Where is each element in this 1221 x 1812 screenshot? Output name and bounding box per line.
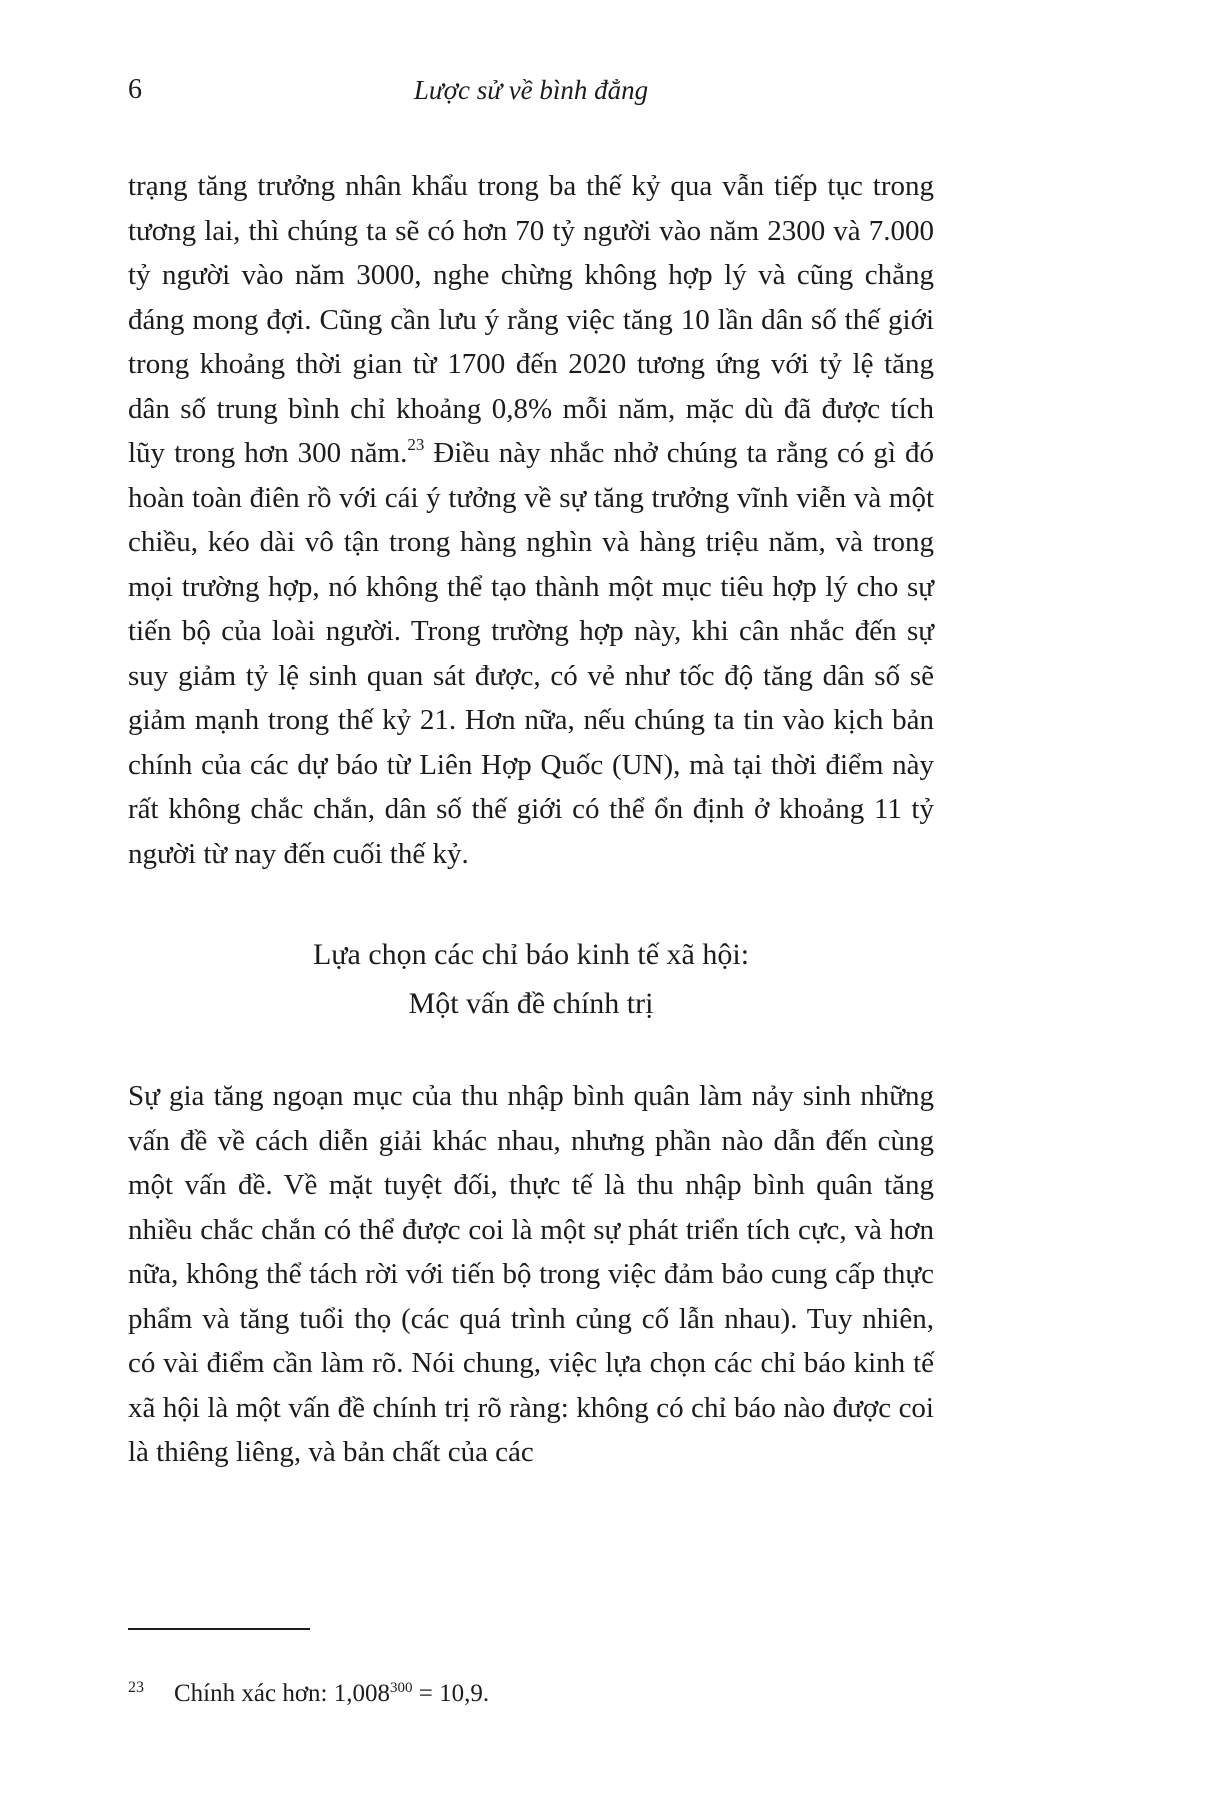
- paragraph-indicators: Sự gia tăng ngoạn mục của thu nhập bình quân làm nảy sinh những vấn đề về cách diễn giải khác nhau, nhưng phần nào dẫn đến cùng một vấn đề. Về mặt tuyệt đối, thực tế là thu nhập bình quân tăng nhiều chắc chắn có thể được coi là một sự phát triển tích cực, và hơn nữa, không thể tách rời với tiến bộ trong việc đảm bảo cung cấp thực phẩm và tăng tuổi thọ (các quá trình củng cố lẫn nhau). Tuy nhiên, có vài điểm cần làm rõ. Nói chung, việc lựa chọn các chỉ báo kinh tế xã hội là một vấn đề chính trị rõ ràng: không có chỉ báo nào được coi là thiêng liêng, và bản chất của các: [128, 1080, 934, 1468]
- running-title: Lược sử về bình đẳng: [413, 75, 649, 105]
- footnote-reference-23: 23: [407, 435, 425, 454]
- footnote-body: Chính xác hơn: 1,008: [174, 1680, 390, 1707]
- text-column: [128, 72, 934, 1475]
- paragraph-text: trạng tăng trưởng nhân khẩu trong ba thế kỷ qua vẫn tiếp tục trong tương lai, thì chúng ta sẽ có hơn 70 tỷ người vào năm 2300 và 7.000 tỷ người vào năm 3000, nghe chừng không hợp lý và cũng chẳng đáng mong đợi. Cũng cần lưu ý rằng việc tăng 10 lần dân số thế giới trong khoảng thời gian từ 1700 đến 2020 tương ứng với tỷ lệ tăng dân số trung bình chỉ khoảng 0,8% mỗi năm, mặc dù đã được tích lũy trong hơn 300 năm.: [128, 170, 934, 469]
- footnote-text: [128, 1672, 934, 1710]
- page-number: 6: [128, 74, 142, 105]
- footnote-exponent: 300: [389, 1680, 413, 1696]
- footnote-block: [128, 1628, 934, 1710]
- footnote-body: = 10,9.: [412, 1680, 490, 1707]
- section-heading: [128, 930, 934, 1028]
- paragraph-population-growth: [128, 164, 934, 876]
- footnote-separator-rule: [128, 1628, 310, 1630]
- section-heading-line2: Một vấn đề chính trị: [408, 987, 654, 1020]
- section-heading-line1: Lựa chọn các chỉ báo kinh tế xã hội:: [312, 938, 750, 971]
- footnote-marker: 23: [128, 1679, 144, 1696]
- paragraph-text: Điều này nhắc nhở chúng ta rằng có gì đó hoàn toàn điên rồ với cái ý tưởng về sự tăng trưởng vĩnh viễn và một chiều, kéo dài vô tận trong hàng nghìn và hàng triệu năm, và trong mọi trường hợp, nó không thể tạo thành một mục tiêu hợp lý cho sự tiến bộ của loài người. Trong trường hợp này, khi cân nhắc đến sự suy giảm tỷ lệ sinh quan sát được, có vẻ như tốc độ tăng dân số sẽ giảm mạnh trong thế kỷ 21. Hơn nữa, nếu chúng ta tin vào kịch bản chính của các dự báo từ Liên Hợp Quốc (UN), mà tại thời điểm này rất không chắc chắn, dân số thế giới có thể ổn định ở khoảng 11 tỷ người từ nay đến cuối thế kỷ.: [128, 437, 934, 870]
- running-header: [128, 72, 934, 112]
